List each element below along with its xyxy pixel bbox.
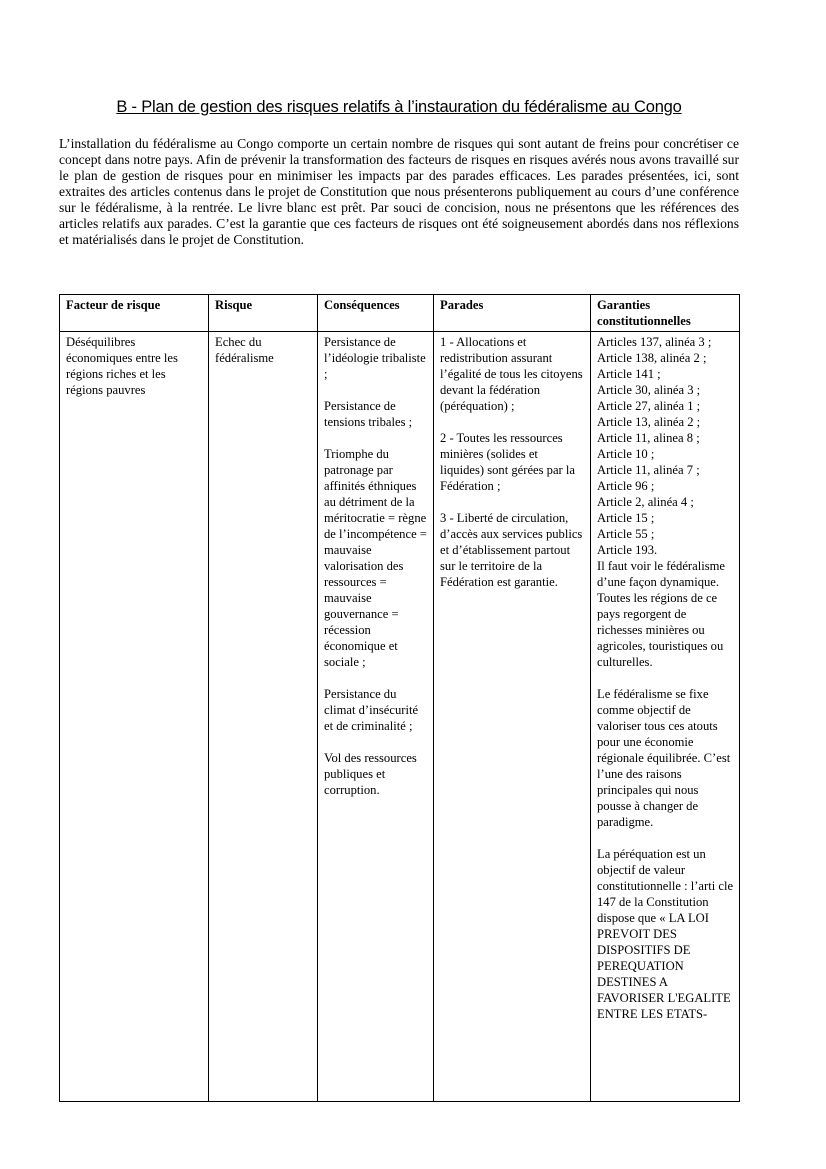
cell-garanties (591, 332, 740, 1102)
table-header-row (60, 295, 740, 332)
table-row (60, 332, 740, 1102)
article-ref: Article 30, alinéa 3 ; (597, 383, 701, 397)
cell-risque: Echec du fédéralisme (209, 332, 318, 1102)
header-facteur: Facteur de risque (60, 295, 209, 332)
intro-paragraph: L’installation du fédéralisme au Congo comporte un certain nombre de risques qui sont autant de freins pour concrétiser ce concept dans notre pays. Afin de prévenir la transformation des facteurs de risques en risques avérés nous avons travaillé sur le plan de gestion de risques pour en minimiser les impacts par des parades efficaces. Les parades présentées, ici, sont extraites des articles contenus dans le projet de Constitution que nous présenterons publiquement au cours d’une conférence sur le fédéralisme, à la rentrée. Le livre blanc est prêt. Par souci de concision, nous ne présentons que les références des articles relatifs aux parades. C’est la garantie que ces facteurs de risques ont été soigneusement abordés dans nos réflexions et matérialisés dans le projet de Constitution. (59, 136, 739, 247)
header-parades: Parades (434, 295, 591, 332)
article-ref: Article 193. (597, 543, 658, 557)
garanties-text: La péréquation est un objectif de valeur constitutionnelle : l’arti cle 147 de la Constitution dispose que « LA LOI PREVOIT DES DISPOSITIFS DE PEREQUATION DESTINES A FAVORISER L'EGALITE ENTRE LES ETATS- (597, 847, 734, 1021)
page-title: B - Plan de gestion des risques relatifs à l’instauration du fédéralisme au Congo (116, 98, 682, 116)
parade-item: 1 - Allocations et redistribution assurant l’égalité de tous les citoyens devant la fédération (péréquation) ; (440, 335, 583, 413)
header-risque: Risque (209, 295, 318, 332)
article-ref: Article 10 ; (597, 447, 655, 461)
consequence-item: Persistance de l’idéologie tribaliste ; (324, 335, 426, 381)
article-ref: Article 11, alinea 8 ; (597, 431, 700, 445)
article-ref: Article 55 ; (597, 527, 655, 541)
article-ref: Articles 137, alinéa 3 ; (597, 335, 712, 349)
cell-consequences (318, 332, 434, 1102)
parade-item: 3 - Liberté de circulation, d’accès aux services publics et d’établissement partout sur le territoire de la Fédération est garantie. (440, 511, 583, 589)
article-ref: Article 27, alinéa 1 ; (597, 399, 701, 413)
consequence-item: Vol des ressources publiques et corruption. (324, 751, 417, 797)
article-ref: Article 15 ; (597, 511, 655, 525)
consequence-item: Persistance de tensions tribales ; (324, 399, 413, 429)
consequence-item: Triomphe du patronage par affinités éthniques au détriment de la méritocratie = règne de l’incompétence = mauvaise valorisation des ressources = mauvaise gouvernance = récession économique et sociale ; (324, 447, 427, 669)
cell-parades (434, 332, 591, 1102)
header-consequences: Conséquences (318, 295, 434, 332)
consequence-item: Persistance du climat d’insécurité et de criminalité ; (324, 687, 419, 733)
article-ref: Article 13, alinéa 2 ; (597, 415, 701, 429)
parade-item: 2 - Toutes les ressources minières (solides et liquides) sont gérées par la Fédération ; (440, 431, 575, 493)
article-ref: Article 2, alinéa 4 ; (597, 495, 694, 509)
garanties-text: Le fédéralisme se fixe comme objectif de valoriser tous ces atouts pour une économie régionale équilibrée. C’est l’une des raisons principales qui nous pousse à changer de paradigme. (597, 687, 731, 829)
article-ref: Article 96 ; (597, 479, 655, 493)
cell-facteur: Déséquilibres économiques entre les régions riches et les régions pauvres (60, 332, 209, 1102)
article-ref: Article 141 ; (597, 367, 661, 381)
risk-management-table (59, 294, 740, 1102)
article-ref: Article 138, alinéa 2 ; (597, 351, 707, 365)
garanties-text: Il faut voir le fédéralisme d’une façon dynamique. Toutes les régions de ce pays regorgent de richesses minières ou agricoles, touristiques ou culturelles. (597, 559, 725, 669)
header-garanties: Garanties constitutionnelles (591, 295, 740, 332)
article-ref: Article 11, alinéa 7 ; (597, 463, 700, 477)
